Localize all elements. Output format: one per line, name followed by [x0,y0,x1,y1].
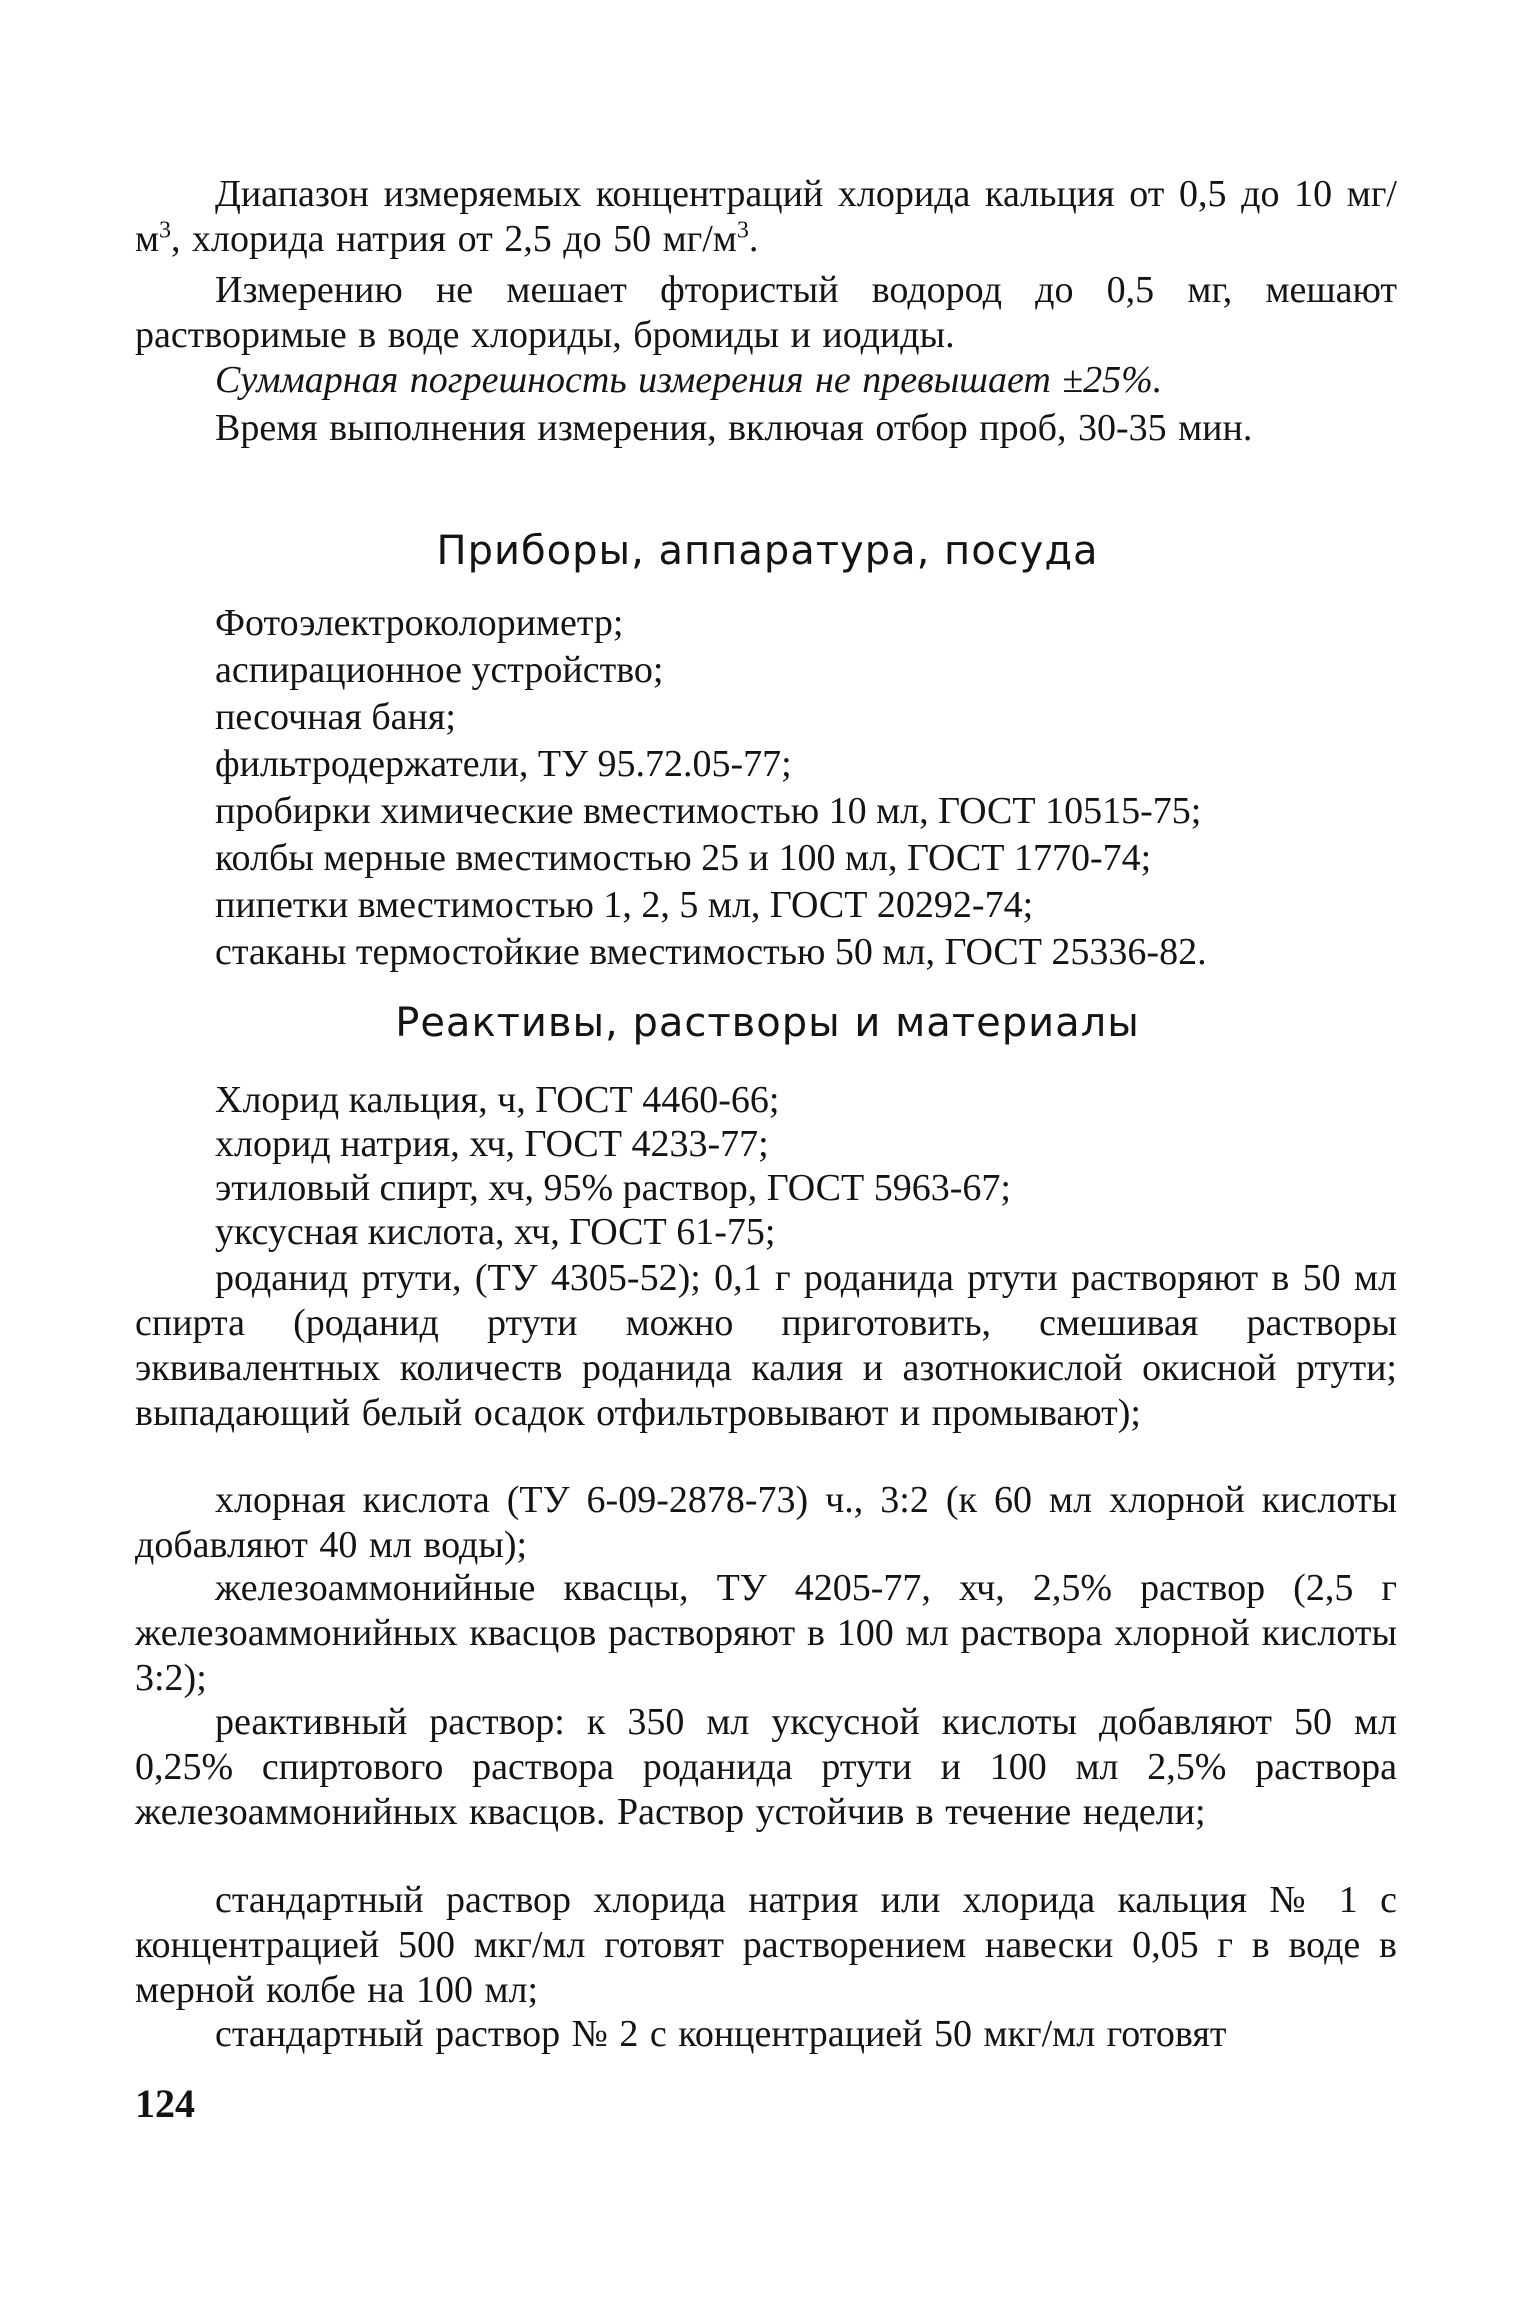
equipment-list [215,600,1405,976]
reagent-paragraph-mercury: роданид ртути, (ТУ 4305-52); 0,1 г роданида ртути растворяют в 50 мл спирта (роданид ртути можно приготовить, смешивая растворы эквивалентных количеств роданида калия и азотнокислой окисной ртути; выпадающий белый осадок отфильтровывают и промывают); [135,1257,1397,1434]
range-text-a: Диапазон измеряемых концентраций хлорида кальция от 0,5 до 10 мг/м [135,173,1397,260]
range-text-c: . [748,218,759,260]
list-item: этиловый спирт, хч, 95% раствор, ГОСТ 5963-67; [215,1167,1011,1209]
time-paragraph: Время выполнения измерения, включая отбор проб, 30-35 мин. [215,407,1253,449]
list-item: песочная баня; [215,696,456,738]
superscript-2: 3 [736,217,749,244]
superscript-1: 3 [159,217,172,244]
section-heading-reagents: Реактивы, растворы и материалы [395,1000,1140,1046]
reagent-paragraph-perchloric: хлорная кислота (ТУ 6-09-2878-73) ч., 3:2 (к 60 мл хлорной кислоты добавляют 40 мл воды); [135,1479,1397,1566]
list-item: колбы мерные вместимостью 25 и 100 мл, ГОСТ 1770-74; [215,837,1152,879]
list-item: аспирационное устройство; [215,649,664,691]
list-item: стаканы термостойкие вместимостью 50 мл, ГОСТ 25336-82. [215,931,1207,973]
list-item: Хлорид кальция, ч, ГОСТ 4460-66; [215,1079,780,1121]
reagents-list [215,1078,1405,1254]
list-item: Фотоэлектроколориметр; [215,602,624,644]
list-item: пипетки вместимостью 1, 2, 5 мл, ГОСТ 20292-74; [215,884,1034,926]
error-paragraph: Суммарная погрешность измерения не превышает ±25%. [215,359,1163,401]
page-number: 124 [135,2081,195,2126]
interference-paragraph: Измерению не мешает фтористый водород до 0,5 мг, мешают растворимые в воде хлориды, бромиды и иодиды. [135,269,1397,356]
reagent-paragraph-alum: железоаммонийные квасцы, ТУ 4205-77, хч, 2,5% раствор (2,5 г железоаммонийных квасцов растворяют в 100 мл раствора хлорной кислоты 3:2); [135,1567,1397,1699]
list-item: уксусная кислота, хч, ГОСТ 61-75; [215,1211,776,1253]
section-heading-equipment: Приборы, аппаратура, посуда [436,528,1099,574]
reagent-paragraph-standard-2: стандартный раствор № 2 с концентрацией 50 мкг/мл готовят [215,2013,1227,2055]
list-item: пробирки химические вместимостью 10 мл, ГОСТ 10515-75; [215,790,1202,832]
range-text-b: , хлорида натрия от 2,5 до 50 мг/м [171,218,737,260]
list-item: хлорид натрия, хч, ГОСТ 4233-77; [215,1123,769,1165]
list-item: фильтродержатели, ТУ 95.72.05-77; [215,743,792,785]
reagent-paragraph-reactive: реактивный раствор: к 350 мл уксусной кислоты добавляют 50 мл 0,25% спиртового раствора роданида ртути и 100 мл 2,5% раствора железоаммонийных квасцов. Раствор устойчив в течение недели; [135,1701,1397,1833]
range-paragraph [135,172,1397,262]
reagent-paragraph-standard-1: стандартный раствор хлорида натрия или хлорида кальция № 1 с концентрацией 500 мкг/мл готовят растворением навески 0,05 г в воде в мерной колбе на 100 мл; [135,1879,1397,2011]
